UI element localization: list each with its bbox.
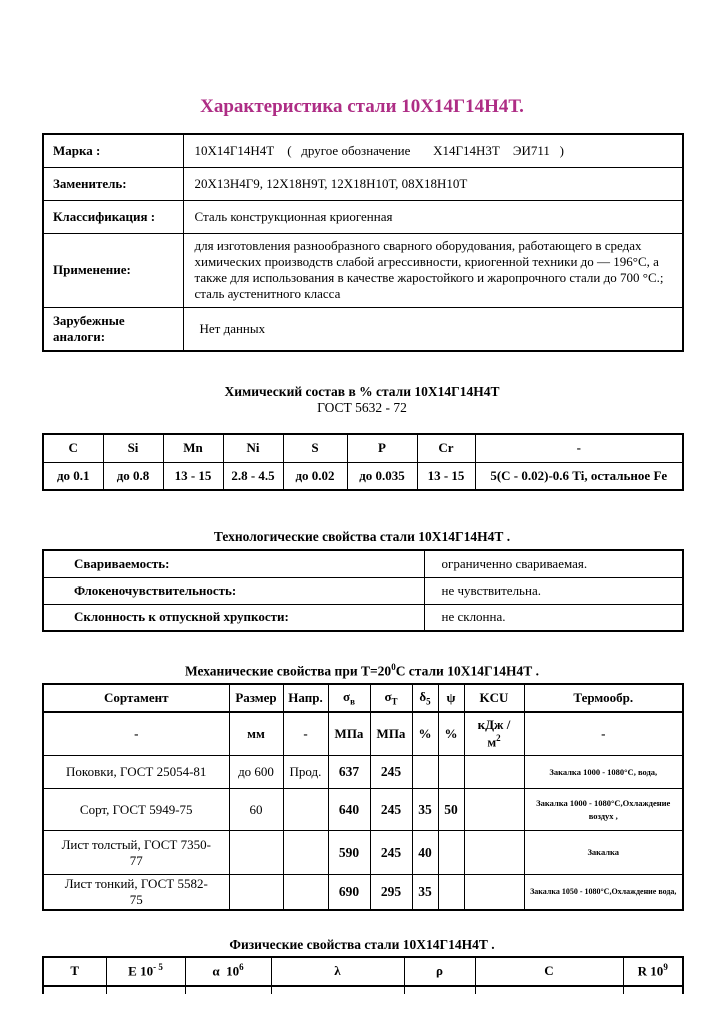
mechanical-table bbox=[42, 683, 684, 911]
table-row bbox=[43, 307, 683, 351]
mech-cell-termoobr: Закалка bbox=[524, 831, 683, 875]
mech-unit-kcu bbox=[464, 712, 524, 756]
mechanical-units-row bbox=[43, 712, 683, 756]
sigma-symbol: σ bbox=[343, 688, 351, 704]
mech-header-sortament bbox=[43, 684, 229, 712]
header-sub: 5 bbox=[426, 696, 431, 707]
header-text: С bbox=[544, 963, 554, 978]
header-text: Т bbox=[70, 963, 80, 978]
mech-unit-cell: - bbox=[283, 712, 328, 756]
physical-section-title: Физические свойства стали 10Х14Г14Н4Т . bbox=[229, 936, 495, 952]
chem-header-p: P bbox=[347, 434, 417, 462]
mech-cell-psi bbox=[438, 831, 464, 875]
chemical-table bbox=[42, 433, 684, 491]
phys-stub-cell bbox=[623, 986, 683, 994]
header-text: Е 10 bbox=[128, 963, 154, 979]
alpha-symbol: α 10 bbox=[212, 963, 240, 979]
mech-cell-razmer: до 600 bbox=[229, 756, 283, 789]
info-label-primenenie bbox=[43, 233, 183, 307]
mech-unit-cell: - bbox=[43, 712, 229, 756]
mech-cell-napr bbox=[283, 789, 328, 831]
chemical-header-row bbox=[43, 434, 683, 462]
mech-unit-cell: МПа bbox=[370, 712, 412, 756]
header-text: Сортамент bbox=[104, 689, 169, 705]
mech-cell-sortament: Сорт, ГОСТ 5949-75 bbox=[43, 789, 229, 831]
chemical-value-row bbox=[43, 462, 683, 490]
phys-header-lambda bbox=[271, 957, 404, 986]
mech-header-napr bbox=[283, 684, 328, 712]
chem-header-mn: Mn bbox=[163, 434, 223, 462]
unit-text: м bbox=[487, 734, 497, 750]
header-sup: 9 bbox=[663, 962, 668, 973]
chem-header-c: C bbox=[43, 434, 103, 462]
info-label-marka bbox=[43, 134, 183, 167]
info-label-text: Зарубежные аналоги: bbox=[53, 312, 128, 344]
info-value-text: для изготовления разнообразного сварного оборудования, работающего в средах химических производств слабой агрессивности, криогенной техники до — 196°С, а также для использования в качестве жаростойкого и жаропрочного стали до 700 °С.; сталь аустенитного класса bbox=[194, 238, 667, 301]
header-text: Термообр. bbox=[573, 689, 634, 705]
mech-cell-sortament: Лист тонкий, ГОСТ 5582-75 bbox=[43, 875, 229, 910]
mech-cell-razmer bbox=[229, 875, 283, 910]
header-sub: Т bbox=[391, 696, 398, 707]
mech-cell-termoobr: Закалка 1000 - 1080°С, вода, bbox=[524, 756, 683, 789]
mech-header-psi bbox=[438, 684, 464, 712]
technological-table bbox=[42, 549, 684, 632]
chem-value-cr: 13 - 15 bbox=[417, 462, 475, 490]
table-row bbox=[43, 200, 683, 233]
psi-symbol: ψ bbox=[446, 689, 456, 705]
mechanical-section-title bbox=[0, 662, 724, 680]
info-value-primenenie bbox=[183, 233, 683, 307]
lambda-symbol: λ bbox=[334, 963, 341, 978]
info-label-analogi bbox=[43, 307, 183, 351]
mech-cell-napr bbox=[283, 875, 328, 910]
delta-symbol: δ bbox=[419, 688, 427, 704]
info-label-zamenitel bbox=[43, 167, 183, 200]
chemical-section-subtitle: ГОСТ 5632 - 72 bbox=[317, 400, 407, 415]
mech-cell-delta5 bbox=[412, 756, 438, 789]
mech-header-razmer bbox=[229, 684, 283, 712]
phys-header-alpha bbox=[185, 957, 271, 986]
table-row bbox=[43, 831, 683, 875]
header-text: Размер bbox=[235, 689, 277, 705]
mech-cell-sigma-t: 245 bbox=[370, 831, 412, 875]
chem-header-si: Si bbox=[103, 434, 163, 462]
header-sup: - 5 bbox=[153, 962, 163, 973]
tech-label-floken: Флокеночувствительность: bbox=[43, 577, 424, 604]
mech-cell-kcu bbox=[464, 789, 524, 831]
mech-cell-razmer: 60 bbox=[229, 789, 283, 831]
table-row bbox=[43, 134, 683, 167]
mech-unit-cell: % bbox=[412, 712, 438, 756]
phys-stub-cell bbox=[271, 986, 404, 994]
chem-value-other: 5(С - 0.02)-0.6 Ti, остальное Fe bbox=[475, 462, 683, 490]
mech-cell-sortament: Поковки, ГОСТ 25054-81 bbox=[43, 756, 229, 789]
mech-cell-napr: Прод. bbox=[283, 756, 328, 789]
phys-stub-cell bbox=[185, 986, 271, 994]
mech-cell-psi bbox=[438, 875, 464, 910]
mech-cell-delta5: 40 bbox=[412, 831, 438, 875]
mech-cell-sigma-v: 637 bbox=[328, 756, 370, 789]
table-row bbox=[43, 577, 683, 604]
chem-value-mn: 13 - 15 bbox=[163, 462, 223, 490]
mechanical-header-row bbox=[43, 684, 683, 712]
mech-title-text: Механические свойства при Т=20 bbox=[184, 663, 392, 679]
phys-header-rho bbox=[404, 957, 475, 986]
chem-header-ni: Ni bbox=[223, 434, 283, 462]
phys-stub-cell bbox=[43, 986, 106, 994]
table-row bbox=[43, 167, 683, 200]
mech-cell-napr bbox=[283, 831, 328, 875]
physical-table bbox=[42, 956, 684, 994]
sigma-symbol: σ bbox=[384, 688, 392, 704]
table-row bbox=[43, 756, 683, 789]
header-sub: в bbox=[350, 696, 355, 707]
info-value-zamenitel bbox=[183, 167, 683, 200]
phys-stub-cell bbox=[404, 986, 475, 994]
unit-text: кДж / bbox=[477, 717, 511, 733]
info-value-text: 10Х14Г14Н4Т ( другое обозначение Х14Г14Н3Т ЭИ711 ) bbox=[194, 142, 564, 158]
mech-unit-cell: мм bbox=[229, 712, 283, 756]
info-value-analogi bbox=[183, 307, 683, 351]
mech-cell-razmer bbox=[229, 831, 283, 875]
technological-section-title: Технологические свойства стали 10Х14Г14Н4Т . bbox=[213, 529, 511, 544]
tech-label-svarivaemost: Свариваемость: bbox=[43, 550, 424, 577]
info-label-text: Заменитель: bbox=[53, 175, 127, 191]
mech-header-termoobr bbox=[524, 684, 683, 712]
chem-value-si: до 0.8 bbox=[103, 462, 163, 490]
header-sup: 6 bbox=[239, 962, 244, 973]
unit-sup: 2 bbox=[496, 733, 501, 744]
table-row bbox=[43, 875, 683, 910]
physical-clipped-row bbox=[43, 986, 683, 994]
mech-cell-sigma-t: 295 bbox=[370, 875, 412, 910]
header-text: R 10 bbox=[637, 963, 664, 979]
chem-value-ni: 2.8 - 4.5 bbox=[223, 462, 283, 490]
mech-cell-sigma-t: 245 bbox=[370, 789, 412, 831]
info-value-text: Сталь конструкционная криогенная bbox=[194, 208, 393, 224]
info-value-klassifikacia bbox=[183, 200, 683, 233]
mech-header-kcu bbox=[464, 684, 524, 712]
mech-header-delta5 bbox=[412, 684, 438, 712]
physical-header-row bbox=[43, 957, 683, 986]
mech-cell-termoobr: Закалка 1000 - 1080°С,Охлаждение воздух , bbox=[524, 789, 683, 831]
tech-value-floken: не чувствительна. bbox=[424, 577, 683, 604]
mech-cell-delta5: 35 bbox=[412, 875, 438, 910]
info-value-marka bbox=[183, 134, 683, 167]
chemical-section-title: Химический состав в % стали 10Х14Г14Н4Т bbox=[224, 384, 500, 399]
info-table bbox=[42, 133, 684, 352]
tech-value-svarivaemost: ограниченно свариваемая. bbox=[424, 550, 683, 577]
info-label-text: Марка : bbox=[53, 142, 101, 158]
mech-unit-cell: % bbox=[438, 712, 464, 756]
header-text: Напр. bbox=[288, 689, 323, 705]
phys-stub-cell bbox=[106, 986, 185, 994]
mech-header-sigma-t bbox=[370, 684, 412, 712]
phys-stub-cell bbox=[475, 986, 623, 994]
phys-header-t bbox=[43, 957, 106, 986]
chem-value-s: до 0.02 bbox=[283, 462, 347, 490]
info-value-text: 20Х13Н4Г9, 12Х18Н9Т, 12Х18Н10Т, 08Х18Н10Т bbox=[194, 175, 468, 191]
mech-cell-psi: 50 bbox=[438, 789, 464, 831]
mech-title-sup: 0 bbox=[391, 662, 396, 672]
table-row bbox=[43, 233, 683, 307]
phys-header-r bbox=[623, 957, 683, 986]
chem-value-p: до 0.035 bbox=[347, 462, 417, 490]
mech-cell-kcu bbox=[464, 756, 524, 789]
mech-cell-sigma-t: 245 bbox=[370, 756, 412, 789]
tech-value-hrupkost: не склонна. bbox=[424, 604, 683, 631]
chem-header-cr: Cr bbox=[417, 434, 475, 462]
info-label-text: Применение: bbox=[53, 262, 131, 277]
mech-cell-sortament: Лист толстый, ГОСТ 7350-77 bbox=[43, 831, 229, 875]
mech-unit-cell: МПа bbox=[328, 712, 370, 756]
mech-cell-delta5: 35 bbox=[412, 789, 438, 831]
mech-cell-sigma-v: 590 bbox=[328, 831, 370, 875]
info-label-klassifikacia bbox=[43, 200, 183, 233]
mech-header-sigma-v bbox=[328, 684, 370, 712]
mech-cell-psi bbox=[438, 756, 464, 789]
chem-value-c: до 0.1 bbox=[43, 462, 103, 490]
chem-header-other: - bbox=[475, 434, 683, 462]
mech-cell-kcu bbox=[464, 875, 524, 910]
phys-header-c bbox=[475, 957, 623, 986]
mech-cell-sigma-v: 640 bbox=[328, 789, 370, 831]
table-row bbox=[43, 604, 683, 631]
mech-cell-sigma-v: 690 bbox=[328, 875, 370, 910]
mech-cell-termoobr: Закалка 1050 - 1080°С,Охлаждение вода, bbox=[524, 875, 683, 910]
mech-cell-kcu bbox=[464, 831, 524, 875]
page-title: Характеристика стали 10Х14Г14Н4Т. bbox=[200, 96, 524, 117]
mech-title-text: С стали 10Х14Г14Н4Т . bbox=[395, 663, 540, 679]
rho-symbol: ρ bbox=[436, 963, 443, 978]
info-label-text: Классификация : bbox=[53, 208, 156, 224]
mech-unit-cell: - bbox=[524, 712, 683, 756]
table-row bbox=[43, 550, 683, 577]
info-value-text: Нет данных bbox=[199, 320, 266, 336]
chem-header-s: S bbox=[283, 434, 347, 462]
tech-label-hrupkost: Склонность к отпускной хрупкости: bbox=[43, 604, 424, 631]
table-row bbox=[43, 789, 683, 831]
phys-header-e bbox=[106, 957, 185, 986]
header-text: KCU bbox=[479, 689, 509, 705]
